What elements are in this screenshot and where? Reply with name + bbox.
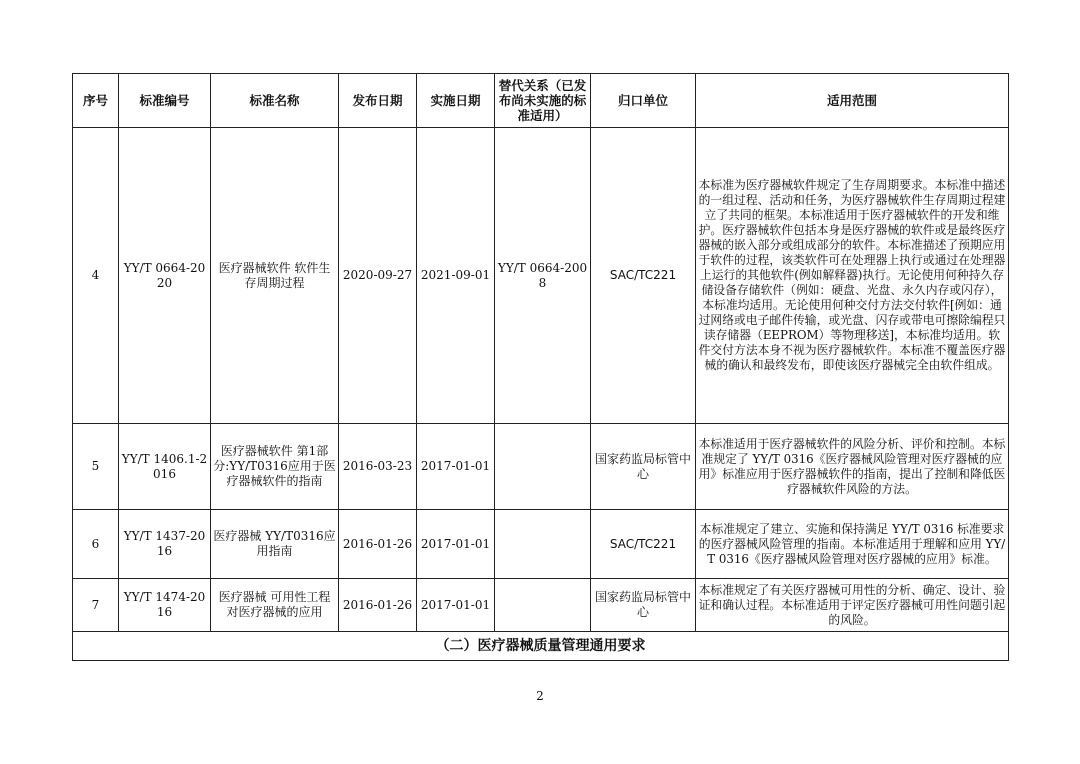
cell-no: 7 <box>73 579 119 632</box>
header-no: 序号 <box>73 74 119 128</box>
cell-replaces <box>495 510 591 579</box>
page-number: 2 <box>536 689 544 703</box>
cell-effective: 2017-01-01 <box>417 424 495 510</box>
cell-effective: 2017-01-01 <box>417 510 495 579</box>
cell-effective: 2021-09-01 <box>417 128 495 424</box>
section-row <box>73 632 1009 661</box>
cell-no: 6 <box>73 510 119 579</box>
header-name: 标准名称 <box>211 74 339 128</box>
header-effective: 实施日期 <box>417 74 495 128</box>
cell-scope: 本标准适用于医疗器械软件的风险分析、评价和控制。本标准规定了 YY/T 0316《医疗器械风险管理对医疗器械的应用》标准应用于医疗器械软件的指南，提出了控制和降低医疗器械软件风险的方法。 <box>696 424 1009 510</box>
cell-no: 4 <box>73 128 119 424</box>
table-row <box>73 424 1009 510</box>
cell-code: YY/T 1474-2016 <box>119 579 211 632</box>
cell-replaces: YY/T 0664-2008 <box>495 128 591 424</box>
cell-scope: 本标准规定了有关医疗器械可用性的分析、确定、设计、验证和确认过程。本标准适用于评定医疗器械可用性问题引起的风险。 <box>696 579 1009 632</box>
table-row <box>73 128 1009 424</box>
cell-authority: SAC/TC221 <box>591 510 696 579</box>
table-row <box>73 579 1009 632</box>
cell-published: 2016-01-26 <box>339 510 417 579</box>
cell-no: 5 <box>73 424 119 510</box>
cell-published: 2016-01-26 <box>339 579 417 632</box>
cell-code: YY/T 1406.1-2016 <box>119 424 211 510</box>
cell-scope: 本标准为医疗器械软件规定了生存周期要求。本标准中描述的一组过程、活动和任务，为医疗器械软件生存周期过程建立了共同的框架。本标准适用于医疗器械软件的开发和维护。医疗器械软件包括本身是医疗器械的软件或是最终医疗器械的嵌入部分或组成部分的软件。本标准描述了预期应用于软件的过程，该类软件可在处理器上执行或通过在处理器上运行的其他软件(例如解释器)执行。无论使用何种持久存储设备存储软件（例如：硬盘、光盘、永久内存或闪存），本标准均适用。无论使用何种交付方法交付软件[例如：通过网络或电子邮件传输，或光盘、闪存或带电可擦除编程只读存储器（EEPROM）等物理移送]，本标准均适用。软件交付方法本身不视为医疗器械软件。本标准不覆盖医疗器械的确认和最终发布，即使该医疗器械完全由软件组成。 <box>696 128 1009 424</box>
cell-name: 医疗器械软件 第1部分:YY/T0316应用于医疗器械软件的指南 <box>211 424 339 510</box>
cell-published: 2020-09-27 <box>339 128 417 424</box>
section-title: （二）医疗器械质量管理通用要求 <box>73 632 1009 661</box>
cell-replaces <box>495 424 591 510</box>
cell-name: 医疗器械 YY/T0316应用指南 <box>211 510 339 579</box>
table-row <box>73 510 1009 579</box>
cell-replaces <box>495 579 591 632</box>
header-code: 标准编号 <box>119 74 211 128</box>
cell-effective: 2017-01-01 <box>417 579 495 632</box>
standards-table <box>72 73 1009 661</box>
cell-scope: 本标准规定了建立、实施和保持满足 YY/T 0316 标准要求的医疗器械风险管理的指南。本标准适用于理解和应用 YY/T 0316《医疗器械风险管理对医疗器械的应用》标准。 <box>696 510 1009 579</box>
cell-code: YY/T 1437-2016 <box>119 510 211 579</box>
cell-authority: 国家药监局标管中心 <box>591 579 696 632</box>
header-published: 发布日期 <box>339 74 417 128</box>
header-row <box>73 74 1009 128</box>
header-scope: 适用范围 <box>696 74 1009 128</box>
cell-published: 2016-03-23 <box>339 424 417 510</box>
cell-authority: 国家药监局标管中心 <box>591 424 696 510</box>
header-replaces: 替代关系（已发布尚未实施的标准适用） <box>495 74 591 128</box>
cell-name: 医疗器械软件 软件生存周期过程 <box>211 128 339 424</box>
cell-name: 医疗器械 可用性工程对医疗器械的应用 <box>211 579 339 632</box>
cell-authority: SAC/TC221 <box>591 128 696 424</box>
cell-code: YY/T 0664-2020 <box>119 128 211 424</box>
header-authority: 归口单位 <box>591 74 696 128</box>
